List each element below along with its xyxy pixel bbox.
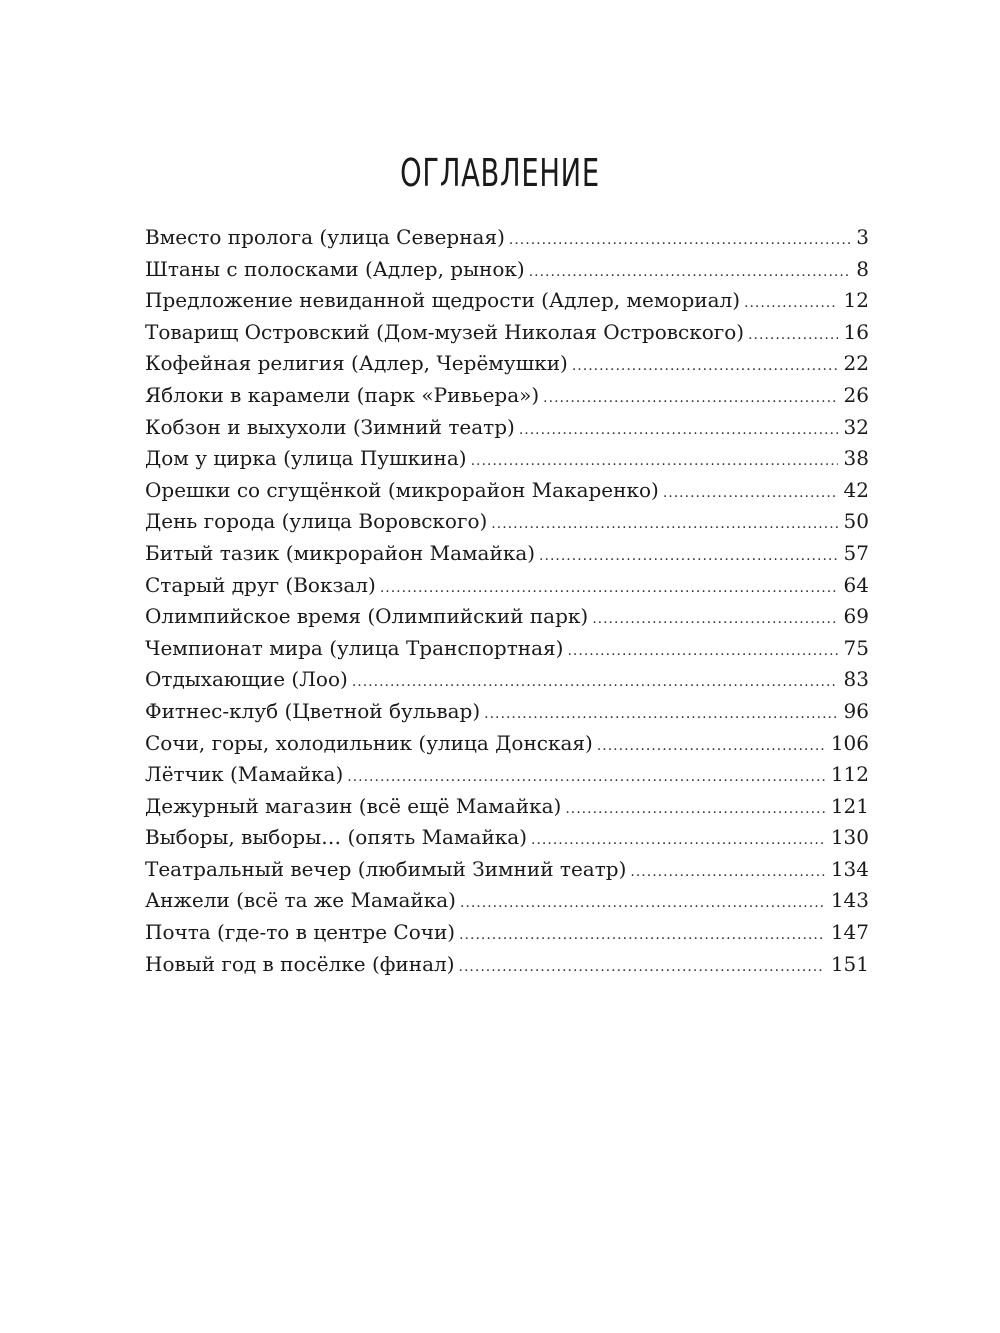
toc-entry-title: Театральный вечер (любимый Зимний театр) (145, 856, 627, 881)
toc-entry (145, 317, 869, 349)
toc-entry-title: Лётчик (Мамайка) (145, 762, 344, 787)
dot-leader (484, 699, 837, 728)
toc-entry-page-number: 12 (843, 288, 869, 313)
toc-entry (145, 854, 869, 886)
toc-entry-page-number: 57 (843, 540, 869, 565)
toc-entry (145, 506, 869, 538)
toc-entry (145, 728, 869, 760)
dot-leader (459, 920, 825, 949)
toc-entry-title: Олимпийское время (Олимпийский парк) (145, 604, 589, 629)
dot-leader (491, 509, 837, 538)
toc-entry-title: Кофейная религия (Адлер, Черёмушки) (145, 351, 568, 376)
toc-entry-title: Предложение невиданной щедрости (Адлер, мемориал) (145, 288, 741, 313)
dot-leader (539, 541, 838, 570)
toc-entry-page-number: 83 (843, 667, 869, 692)
toc-entry-page-number: 3 (856, 225, 869, 249)
toc-entry (145, 254, 869, 286)
dot-leader (543, 383, 837, 412)
toc-entry (145, 475, 869, 507)
toc-entry-title: Отдыхающие (Лоо) (145, 667, 348, 692)
dot-leader (630, 857, 824, 886)
dot-leader (459, 952, 825, 981)
toc-entry (145, 285, 869, 317)
dot-leader (460, 888, 825, 917)
dot-leader (347, 762, 825, 791)
toc-entry (145, 348, 869, 380)
dot-leader (663, 478, 838, 507)
toc-entry-page-number: 134 (830, 856, 869, 881)
dot-leader (509, 225, 850, 254)
toc-entry-title: Анжели (всё та же Мамайка) (145, 888, 456, 913)
dot-leader (572, 351, 838, 380)
toc-entry (145, 443, 869, 475)
toc-entry (145, 885, 869, 917)
toc-entry-title: Сочи, горы, холодильник (улица Донская) (145, 730, 593, 755)
toc-heading: ОГЛАВЛЕНИЕ (400, 151, 600, 195)
dot-leader (597, 731, 825, 760)
toc-entry (145, 570, 869, 602)
toc-entry (145, 759, 869, 791)
dot-leader (519, 415, 838, 444)
dot-leader (471, 446, 838, 475)
toc-entry-title: Битый тазик (микрорайон Мамайка) (145, 540, 536, 565)
toc-entry-page-number: 42 (843, 477, 869, 502)
toc-entry (145, 696, 869, 728)
toc-entry (145, 412, 869, 444)
toc-entry-title: Старый друг (Вокзал) (145, 572, 376, 597)
dot-leader (592, 604, 837, 633)
toc-entry (145, 791, 869, 823)
toc-entry-title: Выборы, выборы… (опять Мамайка) (145, 825, 528, 850)
toc-entry-page-number: 106 (830, 730, 869, 755)
toc-entry (145, 949, 869, 981)
toc-entry-title: Кобзон и выхухоли (Зимний театр) (145, 414, 515, 439)
toc-entry-page-number: 112 (830, 762, 869, 787)
toc-entry-title: Штаны с полосками (Адлер, рынок) (145, 256, 525, 281)
toc-entry (145, 917, 869, 949)
toc-entry-page-number: 121 (830, 793, 869, 818)
toc-entry-title: Фитнес-клуб (Цветной бульвар) (145, 698, 481, 723)
dot-leader (748, 320, 837, 349)
toc-entry-title: Дежурный магазин (всё ещё Мамайка) (145, 793, 562, 818)
toc-entry-page-number: 38 (843, 446, 869, 471)
toc-entry-page-number: 96 (843, 698, 869, 723)
toc-entry (145, 822, 869, 854)
toc-entry-page-number: 75 (843, 635, 869, 660)
toc-entry (145, 601, 869, 633)
toc-entry-page-number: 130 (830, 825, 869, 850)
toc-entry (145, 380, 869, 412)
toc-entry-title: Яблоки в карамели (парк «Ривьера») (145, 382, 540, 407)
toc-entry-title: День города (улица Воровского) (145, 509, 488, 534)
toc-entry-page-number: 16 (843, 319, 869, 344)
dot-leader (565, 794, 824, 823)
dot-leader (380, 573, 838, 602)
toc-entry (145, 538, 869, 570)
toc-entry-title: Чемпионат мира (улица Транспортная) (145, 635, 564, 660)
toc-entry-title: Орешки со сгущёнкой (микрорайон Макаренко) (145, 477, 659, 502)
toc-entry (145, 633, 869, 665)
toc-entry-page-number: 8 (856, 256, 869, 281)
dot-leader (529, 257, 851, 286)
toc-entry-page-number: 26 (843, 382, 869, 407)
toc-entry-page-number: 147 (830, 920, 869, 945)
dot-leader (352, 667, 838, 696)
toc-entry-title: Новый год в посёлке (финал) (145, 951, 455, 976)
toc-entry-page-number: 143 (830, 888, 869, 913)
dot-leader (531, 825, 825, 854)
toc-entry-title: Товарищ Островский (Дом-музей Николая Островского) (145, 319, 745, 344)
dot-leader (567, 636, 837, 665)
toc-entry-page-number: 50 (843, 509, 869, 534)
toc-entry-title: Вместо пролога (улица Северная) (145, 225, 505, 249)
toc-entry-title: Дом у цирка (улица Пушкина) (145, 446, 467, 471)
toc-list (145, 222, 869, 980)
toc-entry-title: Почта (где-то в центре Сочи) (145, 920, 456, 945)
toc-entry-page-number: 64 (843, 572, 869, 597)
toc-entry-page-number: 151 (830, 951, 869, 976)
toc-entry (145, 222, 869, 254)
dot-leader (744, 288, 838, 317)
toc-entry-page-number: 69 (843, 604, 869, 629)
toc-entry-page-number: 32 (843, 414, 869, 439)
toc-entry-page-number: 22 (843, 351, 869, 376)
toc-entry (145, 664, 869, 696)
